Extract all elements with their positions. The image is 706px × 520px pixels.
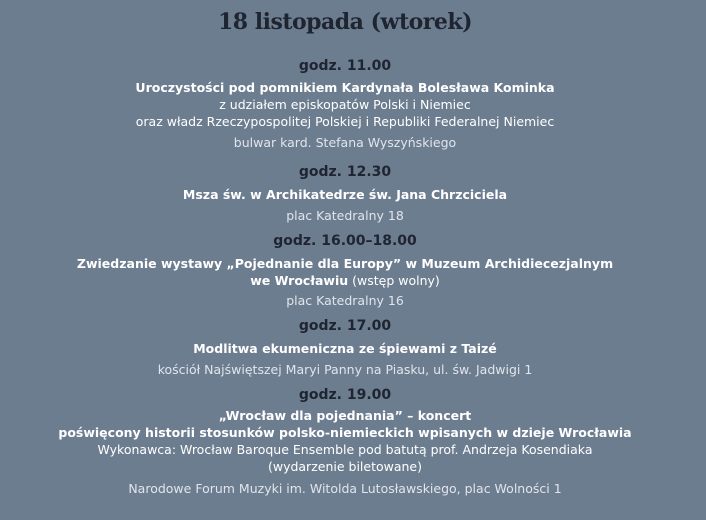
event-time: godz. 12.30 [298,164,392,180]
event-place: plac Katedralny 18 [286,208,404,223]
event-place: Narodowe Forum Muzyki im. Witolda Lutosławskiego, plac Wolności 1 [128,481,562,496]
event-place: kościół Najświętszej Maryi Panny na Piasku, ul. św. Jadwigi 1 [157,362,533,377]
event-detail: oraz władz Rzeczypospolitej Polskiej i Republiki Federalnej Niemiec [135,114,555,129]
event-title: Zwiedzanie wystawy „Pojednanie dla Europy” w Muzeum Archidiecezjalnym [76,256,614,271]
event-time: godz. 17.00 [298,318,392,334]
event-place: plac Katedralny 16 [286,293,404,308]
date-heading: 18 listopada (wtorek) [217,9,473,35]
event-time: godz. 19.00 [298,387,392,403]
event-title: poświęcony historii stosunków polsko-niemieckich wpisanych w dzieje Wrocławia [58,425,632,440]
event-place: bulwar kard. Stefana Wyszyńskiego [233,135,457,150]
event-title-note: (wstęp wolny) [348,273,440,288]
event-title-continued: we Wrocławiu [250,273,349,288]
event-detail: Wykonawca: Wrocław Baroque Ensemble pod batutą prof. Andrzeja Kosendiaka [97,442,593,457]
event-detail: z udziałem episkopatów Polski i Niemiec [219,97,471,112]
event-title: „Wrocław dla pojednania” – koncert [218,408,472,423]
event-time: godz. 16.00–18.00 [273,233,417,249]
event-detail: (wydarzenie biletowane) [267,459,423,474]
event-title [0,273,690,288]
event-title: Modlitwa ekumeniczna ze śpiewami z Taizé [193,341,497,356]
event-time: godz. 11.00 [298,58,392,74]
event-title: Uroczystości pod pomnikiem Kardynała Bolesława Kominka [135,80,555,95]
event-title: Msza św. w Archikatedrze św. Jana Chrzciciela [182,187,508,202]
